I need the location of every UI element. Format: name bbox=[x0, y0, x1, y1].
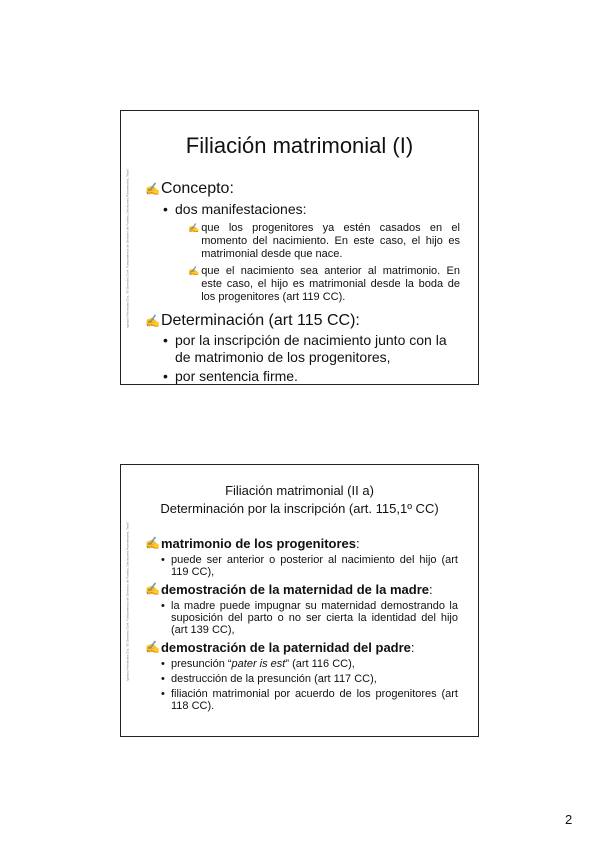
slide-content bbox=[145, 179, 460, 385]
writing-hand-icon: ✍ bbox=[145, 536, 160, 550]
bullet-icon: • bbox=[163, 201, 168, 217]
item-text: por sentencia firme. bbox=[175, 368, 298, 384]
list-item bbox=[161, 554, 458, 578]
latin-phrase: pater is est bbox=[231, 658, 286, 670]
item-text: dos manifestaciones: bbox=[175, 201, 307, 217]
list-item bbox=[161, 673, 458, 685]
list-item bbox=[163, 332, 460, 366]
list-item bbox=[145, 535, 458, 552]
bullet-icon: • bbox=[161, 600, 165, 612]
side-credit-text: Ignacio Ferrández Cía, "El Derecho Civil: Fundamentos de Derecho de Familia, Decisiones Parenterales, Tesis" bbox=[126, 167, 130, 328]
bullet-icon: • bbox=[163, 368, 168, 384]
slide-2 bbox=[120, 464, 479, 737]
list-item bbox=[161, 658, 458, 670]
item-colon: : bbox=[355, 536, 360, 551]
item-label: Concepto: bbox=[160, 180, 234, 197]
slide-title bbox=[121, 482, 478, 518]
list-item bbox=[163, 201, 460, 218]
slide-title-line-1: Filiación matrimonial (II a) bbox=[225, 483, 374, 498]
writing-hand-icon: ✍ bbox=[188, 266, 200, 276]
bullet-icon: • bbox=[161, 673, 165, 685]
list-item bbox=[163, 368, 460, 385]
bullet-icon: • bbox=[161, 554, 165, 566]
list-item bbox=[188, 265, 460, 304]
list-item bbox=[145, 179, 460, 198]
list-item bbox=[188, 222, 460, 261]
item-colon: : bbox=[428, 582, 433, 597]
item-colon: : bbox=[410, 640, 415, 655]
page-number: 2 bbox=[565, 812, 573, 827]
list-item bbox=[161, 600, 458, 636]
writing-hand-icon: ✍ bbox=[145, 314, 160, 328]
writing-hand-icon: ✍ bbox=[188, 223, 200, 233]
item-text bbox=[171, 658, 355, 670]
item-text: por la inscripción de nacimiento junto con la de matrimonio de los progenitores, bbox=[175, 332, 447, 365]
item-label: demostración de la paternidad del padre bbox=[160, 640, 411, 655]
list-item bbox=[145, 311, 460, 330]
side-credit-text: Ignacio Ferrández Cía, "El Derecho Civil: Fundamentos de Derecho de Familia, Decisiones Parenterales, Tesis" bbox=[126, 520, 130, 681]
item-text-part: ” (art 116 CC), bbox=[285, 658, 355, 670]
bullet-icon: • bbox=[161, 658, 165, 670]
item-text-part: presunción “ bbox=[171, 658, 232, 670]
item-text: puede ser anterior o posterior al nacimiento del hijo (art 119 CC), bbox=[171, 554, 458, 578]
slide-title-line-2: Determinación por la inscripción (art. 115,1º CC) bbox=[160, 501, 439, 516]
item-label: matrimonio de los progenitores bbox=[160, 536, 356, 551]
writing-hand-icon: ✍ bbox=[145, 640, 160, 654]
writing-hand-icon: ✍ bbox=[145, 582, 160, 596]
item-text: que el nacimiento sea anterior al matrimonio. En este caso, el hijo es matrimonial desde la boda de los progenitores (art 119 CC). bbox=[201, 265, 460, 303]
list-item bbox=[145, 581, 458, 598]
bullet-icon: • bbox=[163, 332, 168, 348]
bullet-icon: • bbox=[161, 688, 165, 700]
writing-hand-icon: ✍ bbox=[145, 182, 160, 196]
item-text: filiación matrimonial por acuerdo de los progenitores (art 118 CC). bbox=[171, 688, 458, 712]
list-item bbox=[145, 639, 458, 656]
list-item bbox=[161, 688, 458, 712]
item-text: destrucción de la presunción (art 117 CC), bbox=[171, 673, 377, 685]
slide-title: Filiación matrimonial (I) bbox=[185, 133, 414, 158]
item-text: que los progenitores ya estén casados en el momento del nacimiento. En este caso, el hijo es matrimonial desde que nace. bbox=[201, 222, 460, 260]
slide-content bbox=[145, 535, 458, 712]
item-label: demostración de la maternidad de la madre bbox=[160, 582, 429, 597]
item-text: la madre puede impugnar su maternidad demostrando la suposición del parto o no ser cierta la identidad del hijo (art 139 CC), bbox=[171, 600, 458, 636]
item-label: Determinación (art 115 CC): bbox=[160, 312, 360, 329]
slide-1 bbox=[120, 110, 479, 385]
